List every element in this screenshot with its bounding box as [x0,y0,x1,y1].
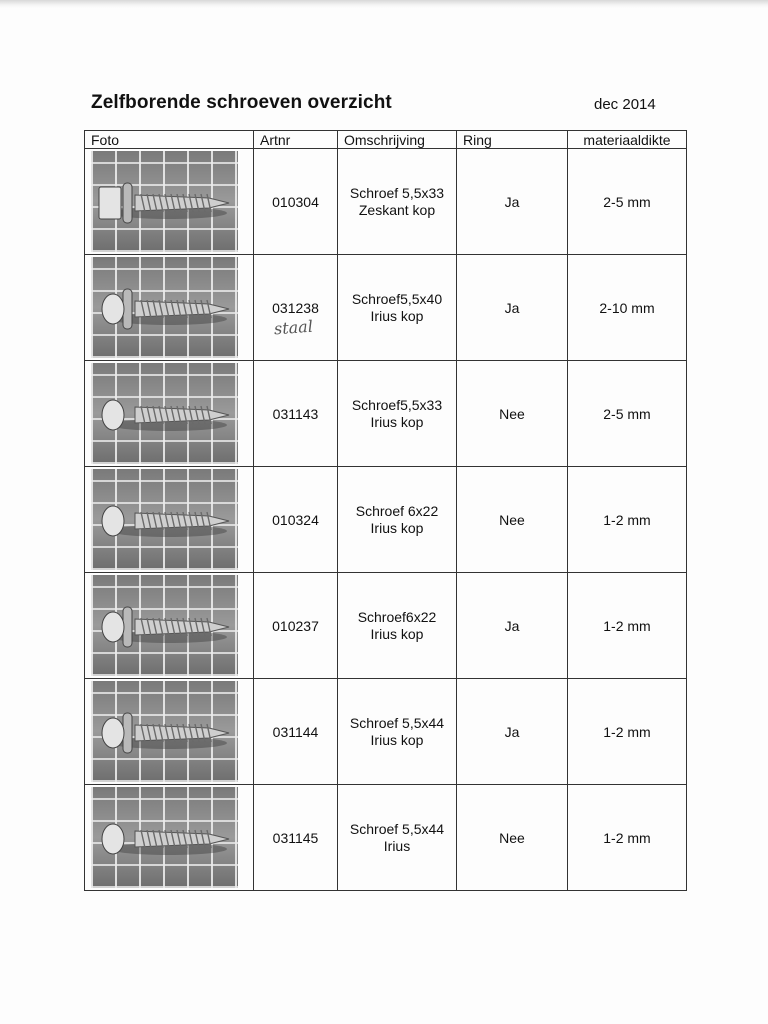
artnr-cell [254,255,338,361]
ring-cell: Ja [457,255,568,361]
materiaaldikte-cell: 2-5 mm [568,149,687,255]
screw-illustration [91,363,238,464]
artnr-text: 031143 [272,405,319,422]
description-line: Schroef5,5x33 [351,396,443,413]
screw-photo [91,257,238,358]
header-omschrijving: Omschrijving [338,131,457,149]
description-line: Irius kop [370,413,424,430]
screw-photo [91,469,238,570]
screw-photo [91,363,238,464]
description-line: Irius kop [370,307,424,324]
ring-cell: Nee [457,361,568,467]
table-row [85,785,687,891]
photo-cell [85,467,254,573]
ring-cell: Ja [457,573,568,679]
photo-cell [85,149,254,255]
table-header-row [85,131,687,149]
artnr-cell [254,467,338,573]
artnr-cell [254,149,338,255]
ring-cell: Nee [457,467,568,573]
table-row [85,149,687,255]
photo-cell [85,573,254,679]
photo-cell [85,785,254,891]
screw-illustration [91,469,238,570]
screw-illustration [91,257,238,358]
screw-photo [91,681,238,782]
description-line: Schroef 6x22 [355,502,439,519]
materiaaldikte-cell: 2-5 mm [568,361,687,467]
page-title: Zelfborende schroeven overzicht [91,92,392,113]
materiaaldikte-cell: 1-2 mm [568,573,687,679]
description-line: Schroef6x22 [357,608,437,625]
document-date: dec 2014 [594,96,656,113]
ring-cell: Ja [457,679,568,785]
header-materiaaldikte: materiaaldikte [568,131,687,149]
table-row [85,679,687,785]
materiaaldikte-cell: 1-2 mm [568,467,687,573]
omschrijving-cell [338,149,457,255]
screw-photo [91,575,238,676]
artnr-cell [254,361,338,467]
description-line: Schroef 5,5x44 [349,820,445,837]
omschrijving-cell [338,573,457,679]
materiaaldikte-cell: 2-10 mm [568,255,687,361]
materiaaldikte-cell: 1-2 mm [568,679,687,785]
screw-illustration [91,151,238,252]
artnr-value [272,194,319,210]
screw-illustration [91,787,238,888]
artnr-text: 031145 [272,829,319,846]
artnr-text: 031144 [272,723,319,740]
screw-illustration [91,575,238,676]
description-line: Irius kop [370,519,424,536]
description-line: Schroef 5,5x44 [349,714,445,731]
artnr-text: 010324 [272,511,319,528]
artnr-cell [254,679,338,785]
screw-illustration [91,681,238,782]
materiaaldikte-cell: 1-2 mm [568,785,687,891]
header-ring: Ring [457,131,568,149]
description-line: Irius kop [370,731,424,748]
header-artnr: Artnr [254,131,338,149]
table-row [85,573,687,679]
omschrijving-cell [338,361,457,467]
ring-cell: Ja [457,149,568,255]
description-line: Schroef5,5x40 [351,290,443,307]
artnr-cell [254,573,338,679]
omschrijving-cell [338,467,457,573]
table-row [85,255,687,361]
artnr-cell [254,785,338,891]
artnr-value [272,618,319,634]
description-line: Zeskant kop [358,201,436,218]
artnr-text: 010304 [272,193,319,210]
header-foto: Foto [85,131,254,149]
screw-photo [91,787,238,888]
handwritten-note: staal [273,316,314,338]
table-row [85,467,687,573]
omschrijving-cell [338,255,457,361]
artnr-value [273,724,319,740]
artnr-value [272,299,319,338]
ring-cell: Nee [457,785,568,891]
artnr-text: 031238 [272,299,319,316]
omschrijving-cell [338,679,457,785]
artnr-text: 010237 [272,617,319,634]
table-row [85,361,687,467]
artnr-value [272,512,319,528]
description-line: Schroef 5,5x33 [349,184,445,201]
photo-cell [85,679,254,785]
photo-cell [85,361,254,467]
artnr-value [273,406,319,422]
photo-cell [85,255,254,361]
description-line: Irius kop [370,625,424,642]
scan-edge [0,0,768,8]
description-line: Irius [383,837,411,854]
screw-photo [91,151,238,252]
omschrijving-cell [338,785,457,891]
screw-overview-table [84,130,687,891]
table-body [85,149,687,891]
artnr-value [273,830,319,846]
